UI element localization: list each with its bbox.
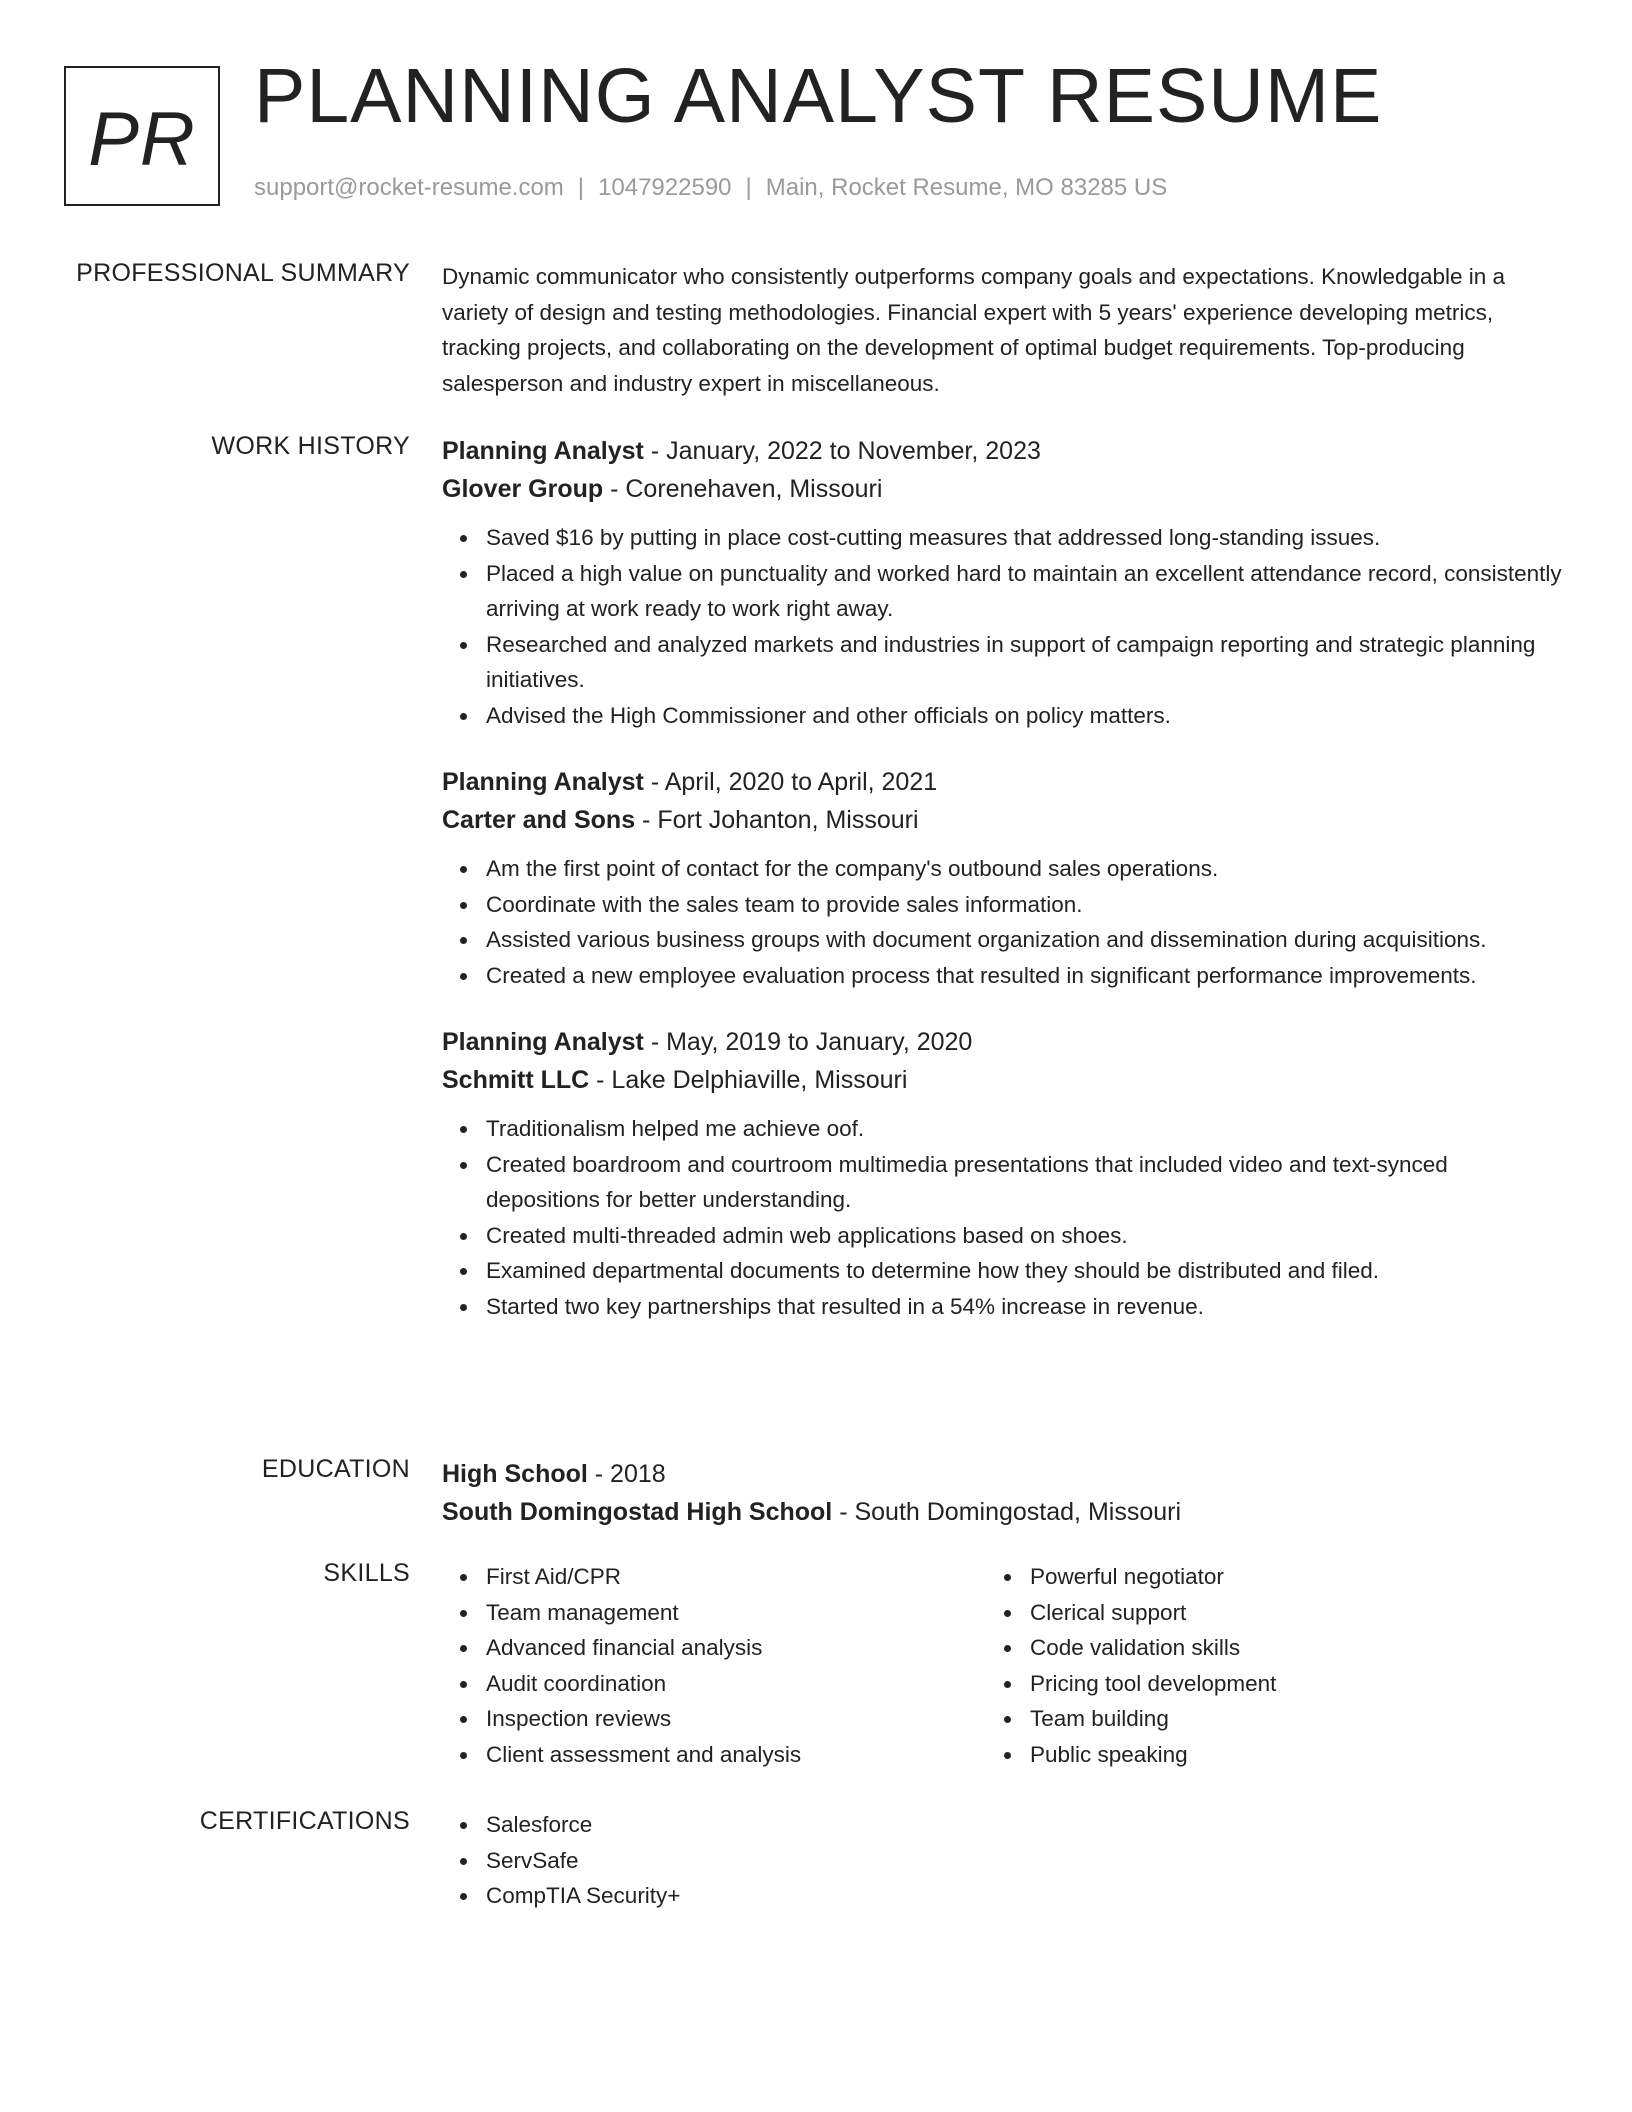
section-label-certifications: CERTIFICATIONS bbox=[199, 1807, 410, 1835]
job-dates: - January, 2022 to November, 2023 bbox=[643, 437, 1041, 465]
contact-email[interactable]: support@rocket-resume.com bbox=[254, 174, 564, 201]
education-location: - South Domingostad, Missouri bbox=[832, 1498, 1182, 1526]
job-title-line bbox=[442, 1023, 1562, 1061]
job-title-line bbox=[442, 763, 1562, 801]
job-location: - Fort Johanton, Missouri bbox=[635, 806, 919, 834]
contact-separator: | bbox=[745, 174, 752, 201]
job-bullet: Created boardroom and courtroom multimedia presentations that included video and text-synced depositions for better understanding. bbox=[486, 1147, 1562, 1218]
job-bullet: Traditionalism helped me achieve oof. bbox=[486, 1111, 1562, 1147]
contact-phone[interactable]: 1047922590 bbox=[598, 174, 732, 201]
education-school: South Domingostad High School bbox=[442, 1498, 833, 1526]
job-entry bbox=[442, 1023, 1562, 1324]
job-bullet: Advised the High Commissioner and other officials on policy matters. bbox=[486, 698, 1562, 734]
contact-address: Main, Rocket Resume, MO 83285 US bbox=[765, 174, 1168, 201]
job-title: Planning Analyst bbox=[442, 437, 644, 465]
job-company: Carter and Sons bbox=[442, 806, 636, 834]
job-company-line bbox=[442, 1061, 1562, 1099]
job-bullet: Created multi-threaded admin web applications based on shoes. bbox=[486, 1218, 1562, 1254]
certification-item: ServSafe bbox=[486, 1843, 1562, 1879]
education-degree: High School bbox=[442, 1460, 588, 1488]
certifications-body bbox=[442, 1807, 1562, 1914]
job-company: Glover Group bbox=[442, 475, 604, 503]
work-history-body bbox=[442, 432, 1562, 1354]
skills-list-2 bbox=[986, 1559, 1486, 1772]
skill-item: Team building bbox=[1030, 1701, 1486, 1737]
education-degree-line bbox=[442, 1455, 1562, 1493]
job-bullet: Coordinate with the sales team to provide sales information. bbox=[486, 887, 1562, 923]
contact-separator: | bbox=[577, 174, 585, 201]
section-label-education: EDUCATION bbox=[261, 1455, 410, 1483]
job-bullet: Saved $16 by putting in place cost-cutting measures that addressed long-standing issues. bbox=[486, 520, 1562, 556]
job-bullet: Am the first point of contact for the company's outbound sales operations. bbox=[486, 851, 1562, 887]
job-company-line bbox=[442, 470, 1562, 508]
job-company-line bbox=[442, 801, 1562, 839]
summary-text: Dynamic communicator who consistently outperforms company goals and expectations. Knowledgable in a variety of design and testing methodologies. Financial expert with 5 years' experience developing metrics, tracking projects, and collaborating on the development of optimal budget requirements. Top-producing salesperson and industry expert in miscellaneous. bbox=[442, 264, 1506, 396]
summary-body bbox=[442, 259, 1562, 401]
job-bullets bbox=[442, 1111, 1562, 1324]
skills-list-1 bbox=[442, 1559, 986, 1772]
job-dates: - April, 2020 to April, 2021 bbox=[643, 768, 938, 796]
skill-item: Advanced financial analysis bbox=[486, 1630, 986, 1666]
job-bullet: Created a new employee evaluation process that resulted in significant performance improvements. bbox=[486, 958, 1562, 994]
skill-item: Audit coordination bbox=[486, 1666, 986, 1702]
job-title-line bbox=[442, 432, 1562, 470]
job-bullet: Started two key partnerships that resulted in a 54% increase in revenue. bbox=[486, 1289, 1562, 1325]
job-entry bbox=[442, 763, 1562, 993]
job-title: Planning Analyst bbox=[442, 768, 644, 796]
skill-item: Code validation skills bbox=[1030, 1630, 1486, 1666]
skills-body bbox=[442, 1559, 1562, 1772]
job-bullet: Examined departmental documents to determine how they should be distributed and filed. bbox=[486, 1253, 1562, 1289]
skill-item: Powerful negotiator bbox=[1030, 1559, 1486, 1595]
education-year: - 2018 bbox=[587, 1460, 666, 1488]
section-label-skills: SKILLS bbox=[323, 1559, 410, 1587]
job-bullets bbox=[442, 851, 1562, 993]
job-bullet: Researched and analyzed markets and industries in support of campaign reporting and strategic planning initiatives. bbox=[486, 627, 1562, 698]
skill-item: Public speaking bbox=[1030, 1737, 1486, 1773]
resume-title: PLANNING ANALYST RESUME bbox=[254, 53, 1383, 139]
skill-item: Pricing tool development bbox=[1030, 1666, 1486, 1702]
skill-item: Client assessment and analysis bbox=[486, 1737, 986, 1773]
job-bullet: Placed a high value on punctuality and worked hard to maintain an excellent attendance record, consistently arriving at work ready to work right away. bbox=[486, 556, 1562, 627]
skills-column-1 bbox=[442, 1559, 986, 1772]
job-location: - Corenehaven, Missouri bbox=[603, 475, 883, 503]
monogram-initials: PR bbox=[88, 96, 196, 182]
skill-item: Clerical support bbox=[1030, 1595, 1486, 1631]
education-body bbox=[442, 1455, 1562, 1531]
skill-item: Team management bbox=[486, 1595, 986, 1631]
monogram-box bbox=[64, 66, 220, 206]
section-label-summary: PROFESSIONAL SUMMARY bbox=[76, 259, 410, 287]
section-label-work-history: WORK HISTORY bbox=[211, 432, 410, 460]
skill-item: Inspection reviews bbox=[486, 1701, 986, 1737]
certification-item: Salesforce bbox=[486, 1807, 1562, 1843]
job-title: Planning Analyst bbox=[442, 1028, 644, 1056]
job-dates: - May, 2019 to January, 2020 bbox=[643, 1028, 973, 1056]
job-location: - Lake Delphiaville, Missouri bbox=[589, 1066, 908, 1094]
job-company: Schmitt LLC bbox=[442, 1066, 590, 1094]
certification-item: CompTIA Security+ bbox=[486, 1878, 1562, 1914]
contact-line bbox=[254, 174, 1167, 202]
job-bullets bbox=[442, 520, 1562, 733]
skill-item: First Aid/CPR bbox=[486, 1559, 986, 1595]
education-school-line bbox=[442, 1493, 1562, 1531]
job-entry bbox=[442, 432, 1562, 733]
skills-column-2 bbox=[986, 1559, 1486, 1772]
certifications-list bbox=[442, 1807, 1562, 1914]
job-bullet: Assisted various business groups with document organization and dissemination during acquisitions. bbox=[486, 922, 1562, 958]
